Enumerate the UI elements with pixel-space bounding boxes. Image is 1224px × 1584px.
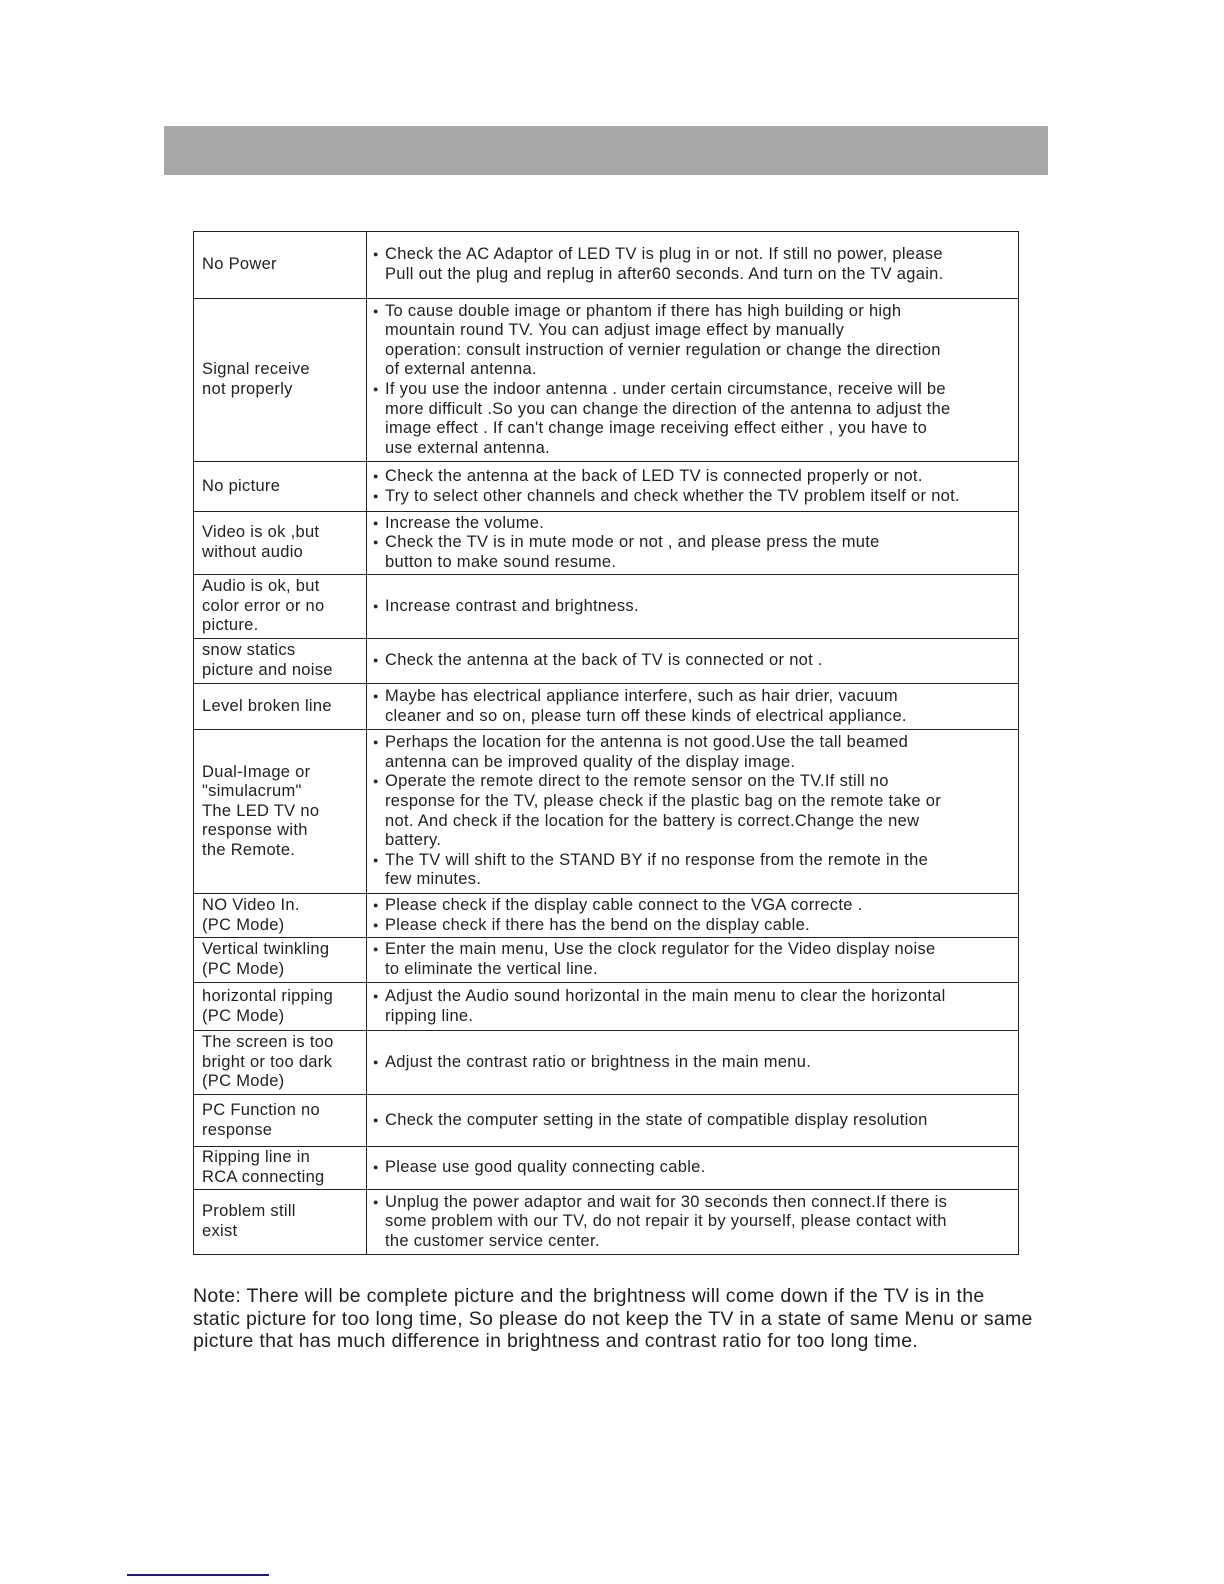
solution-cell <box>367 1190 1019 1255</box>
table-row <box>194 462 1019 512</box>
troubleshooting-table <box>193 231 1019 1255</box>
problem-cell: Level broken line <box>194 684 367 730</box>
note-paragraph: Note: There will be complete picture and the brightness will come down if the TV is in the static picture for too long time, So please do not keep the TV in a state of same Menu or same picture that has much difference in brightness and contrast ratio for too long time. <box>193 1285 1033 1353</box>
solution-bullet: ● Try to select other channels and check whether the TV problem itself or not. <box>371 487 1014 507</box>
solution-bullet: ● Increase the volume. <box>371 514 1014 534</box>
problem-cell: Video is ok ,but without audio <box>194 512 367 575</box>
solution-cell <box>367 938 1019 983</box>
solution-bullet: ● Please check if the display cable connect to the VGA correcte . <box>371 896 1014 916</box>
solution-cell <box>367 575 1019 639</box>
solution-bullet: ● Increase contrast and brightness. <box>371 597 1014 617</box>
solution-bullet: ● Unplug the power adaptor and wait for 30 seconds then connect.If there is some problem with our TV, do not repair it by yourself, please contact with the customer service center. <box>371 1193 1014 1252</box>
problem-cell: No picture <box>194 462 367 512</box>
problem-cell: Ripping line in RCA connecting <box>194 1147 367 1190</box>
solution-bullet: ● Operate the remote direct to the remote sensor on the TV.If still no response for the TV, please check if the plastic bag on the remote take or not. And check if the location for the battery is correct.Change the new battery. <box>371 772 1014 850</box>
problem-cell: No Power <box>194 232 367 299</box>
table-row <box>194 512 1019 575</box>
section-header-bar <box>164 126 1048 175</box>
table-row <box>194 1031 1019 1095</box>
table-row <box>194 894 1019 938</box>
problem-cell: Audio is ok, but color error or no picture. <box>194 575 367 639</box>
solution-bullet: ● The TV will shift to the STAND BY if no response from the remote in the few minutes. <box>371 851 1014 890</box>
solution-cell <box>367 462 1019 512</box>
solution-cell <box>367 232 1019 299</box>
solution-cell <box>367 1031 1019 1095</box>
solution-bullet: ● Check the AC Adaptor of LED TV is plug in or not. If still no power, please Pull out the plug and replug in after60 seconds. And turn on the TV again. <box>371 245 1014 284</box>
solution-bullet: ● Check the antenna at the back of TV is connected or not . <box>371 651 1014 671</box>
table-row <box>194 575 1019 639</box>
problem-cell: Dual-Image or "simulacrum" The LED TV no response with the Remote. <box>194 730 367 894</box>
table-row <box>194 299 1019 462</box>
solution-cell <box>367 983 1019 1031</box>
table-row <box>194 1095 1019 1147</box>
solution-cell <box>367 512 1019 575</box>
problem-cell: PC Function no response <box>194 1095 367 1147</box>
solution-bullet: ● Check the computer setting in the state of compatible display resolution <box>371 1111 1014 1131</box>
table-row <box>194 938 1019 983</box>
problem-cell: Vertical twinkling (PC Mode) <box>194 938 367 983</box>
solution-cell <box>367 299 1019 462</box>
problem-cell: NO Video In. (PC Mode) <box>194 894 367 938</box>
solution-bullet: ● Maybe has electrical appliance interfere, such as hair drier, vacuum cleaner and so on, please turn off these kinds of electrical appliance. <box>371 687 1014 726</box>
problem-cell: horizontal ripping (PC Mode) <box>194 983 367 1031</box>
solution-cell <box>367 1147 1019 1190</box>
solution-bullet: ● Please use good quality connecting cable. <box>371 1158 1014 1178</box>
table-row <box>194 1190 1019 1255</box>
problem-cell: The screen is too bright or too dark (PC Mode) <box>194 1031 367 1095</box>
solution-cell <box>367 894 1019 938</box>
solution-cell <box>367 1095 1019 1147</box>
solution-bullet: ● If you use the indoor antenna . under certain circumstance, receive will be more difficult .So you can change the direction of the antenna to adjust the image effect . If can't change image receiving effect either , you have to use external antenna. <box>371 380 1014 458</box>
table-row <box>194 639 1019 684</box>
table-row <box>194 983 1019 1031</box>
table-row <box>194 684 1019 730</box>
problem-cell: snow statics picture and noise <box>194 639 367 684</box>
problem-cell: Signal receive not properly <box>194 299 367 462</box>
solution-bullet: ● Adjust the contrast ratio or brightness in the main menu. <box>371 1053 1014 1073</box>
table-row <box>194 232 1019 299</box>
solution-cell <box>367 684 1019 730</box>
solution-bullet: ● Perhaps the location for the antenna is not good.Use the tall beamed antenna can be improved quality of the display image. <box>371 733 1014 772</box>
table-row <box>194 730 1019 894</box>
footer-divider <box>127 1574 269 1576</box>
solution-bullet: ● Check the TV is in mute mode or not , and please press the mute button to make sound resume. <box>371 533 1014 572</box>
solution-bullet: ● Check the antenna at the back of LED TV is connected properly or not. <box>371 467 1014 487</box>
solution-cell <box>367 730 1019 894</box>
table-row <box>194 1147 1019 1190</box>
solution-bullet: ● Enter the main menu, Use the clock regulator for the Video display noise to eliminate the vertical line. <box>371 940 1014 979</box>
solution-bullet: ● Adjust the Audio sound horizontal in the main menu to clear the horizontal ripping line. <box>371 987 1014 1026</box>
problem-cell: Problem still exist <box>194 1190 367 1255</box>
solution-bullet: ● Please check if there has the bend on the display cable. <box>371 916 1014 936</box>
solution-cell <box>367 639 1019 684</box>
solution-bullet: ● To cause double image or phantom if there has high building or high mountain round TV. You can adjust image effect by manually operation: consult instruction of vernier regulation or change the direction of external antenna. <box>371 302 1014 380</box>
